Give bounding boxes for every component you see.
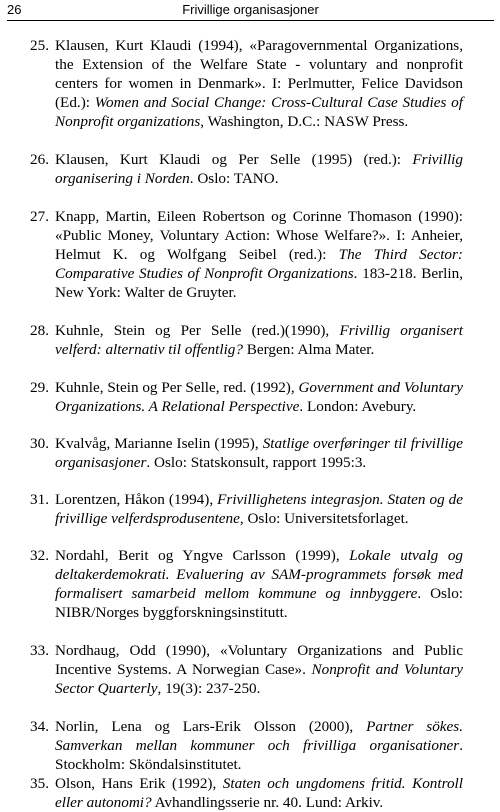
- page-number: 26: [7, 2, 22, 17]
- reference-number: 28.: [30, 322, 49, 339]
- running-header: [7, 0, 494, 21]
- reference-text: Kvalvåg, Marianne Iselin (1995),: [55, 435, 263, 452]
- reference-text: , Oslo: Universitetsforlaget.: [239, 510, 409, 527]
- reference-text: . Oslo: TANO.: [189, 170, 279, 187]
- reference-text: Kuhnle, Stein og Per Selle (red.)(1990),: [55, 322, 340, 339]
- reference-text: Knapp, Martin, Eileen Robertson og Corinne Thomason (1990): «Public Money, Voluntary Action: Whose Welfare?». I: Anheier, Helmut K. og Wolfgang Seibel (red.):: [55, 208, 463, 263]
- reference-title: Partner sökes. Samverkan mellan kommuner och frivilliga organisationer: [55, 718, 463, 754]
- reference-title: Government and Voluntary Organizations. A Relational Perspective: [55, 379, 463, 415]
- reference-item: [30, 434, 463, 472]
- reference-item: [30, 546, 463, 622]
- reference-number: 33.: [30, 642, 49, 659]
- reference-number: 26.: [30, 151, 49, 168]
- reference-title: Women and Social Change: Cross-Cultural Case Studies of Nonprofit organizations: [55, 94, 463, 130]
- reference-text: Olson, Hans Erik (1992),: [55, 775, 223, 792]
- reference-item: [30, 641, 463, 698]
- reference-text: Bergen: Alma Mater.: [242, 341, 375, 358]
- reference-text: . Oslo: Statskonsult, rapport 1995:3.: [146, 454, 367, 471]
- reference-item: [30, 717, 463, 774]
- reference-text: . 183-218. Berlin, New York: Walter de Gruyter.: [55, 265, 463, 301]
- reference-text: Nordhaug, Odd (1990), «Voluntary Organizations and Public Incentive Systems. A Norwegian Case».: [55, 642, 463, 678]
- reference-number: 35.: [30, 775, 49, 792]
- reference-text: , 19(3): 237-250.: [157, 680, 261, 697]
- reference-item: [30, 207, 463, 302]
- reference-text: . Stockholm: Sköndalsinstitutet.: [55, 737, 463, 773]
- reference-text: . London: Avebury.: [299, 398, 417, 415]
- reference-item: [30, 36, 463, 131]
- reference-text: Klausen, Kurt Klaudi (1994), «Paragovernmental Organizations, the Extension of the Welfare State - voluntary and nonprofit centers for women in Denmark». I: Perlmutter, Felice Davidson (Ed.):: [55, 37, 463, 111]
- reference-text: . Oslo: NIBR/Norges byggforskningsinstitutt.: [55, 585, 464, 621]
- reference-text: , Washington, D.C.: NASW Press.: [200, 113, 409, 130]
- reference-item: [30, 321, 463, 359]
- reference-item: [30, 150, 463, 188]
- reference-title: Staten och ungdomens fritid. Kontroll eller autonomi?: [55, 775, 463, 811]
- reference-title: Nonprofit and Voluntary Sector Quarterly: [55, 661, 463, 697]
- reference-item: [30, 378, 463, 416]
- reference-text: Nordahl, Berit og Yngve Carlsson (1999),: [55, 547, 350, 564]
- reference-text: Lorentzen, Håkon (1994),: [55, 491, 218, 508]
- reference-title: Frivillig organisert velferd: alternativ til offentlig?: [55, 322, 463, 358]
- reference-title: The Third Sector: Comparative Studies of Nonprofit Organizations: [55, 246, 463, 282]
- reference-number: 30.: [30, 435, 49, 452]
- reference-number: 32.: [30, 547, 49, 564]
- reference-number: 25.: [30, 37, 49, 54]
- reference-title: Frivillig organisering i Norden: [55, 151, 463, 187]
- reference-number: 34.: [30, 718, 49, 735]
- reference-text: Avhandlingsserie nr. 40. Lund: Arkiv.: [151, 794, 384, 811]
- reference-list: [30, 36, 463, 812]
- reference-number: 31.: [30, 491, 49, 508]
- reference-number: 29.: [30, 379, 49, 396]
- reference-text: Kuhnle, Stein og Per Selle, red. (1992),: [55, 379, 299, 396]
- reference-title: Lokale utvalg og deltakerdemokrati. Evaluering av SAM-programmets forsøk med formalisert samarbeid mellom kommune og innbyggere: [55, 547, 464, 602]
- running-title: Frivillige organisasjoner: [182, 2, 319, 17]
- reference-item: [30, 490, 463, 528]
- reference-title: Statlige overføringer til frivillige organisasjoner: [55, 435, 464, 471]
- reference-text: Norlin, Lena og Lars-Erik Olsson (2000),: [55, 718, 367, 735]
- reference-text: Klausen, Kurt Klaudi og Per Selle (1995) (red.):: [55, 151, 413, 168]
- reference-title: Frivillighetens integrasjon. Staten og de frivillige velferdsprodusentene: [55, 491, 463, 527]
- reference-item: [30, 774, 463, 812]
- reference-number: 27.: [30, 208, 49, 225]
